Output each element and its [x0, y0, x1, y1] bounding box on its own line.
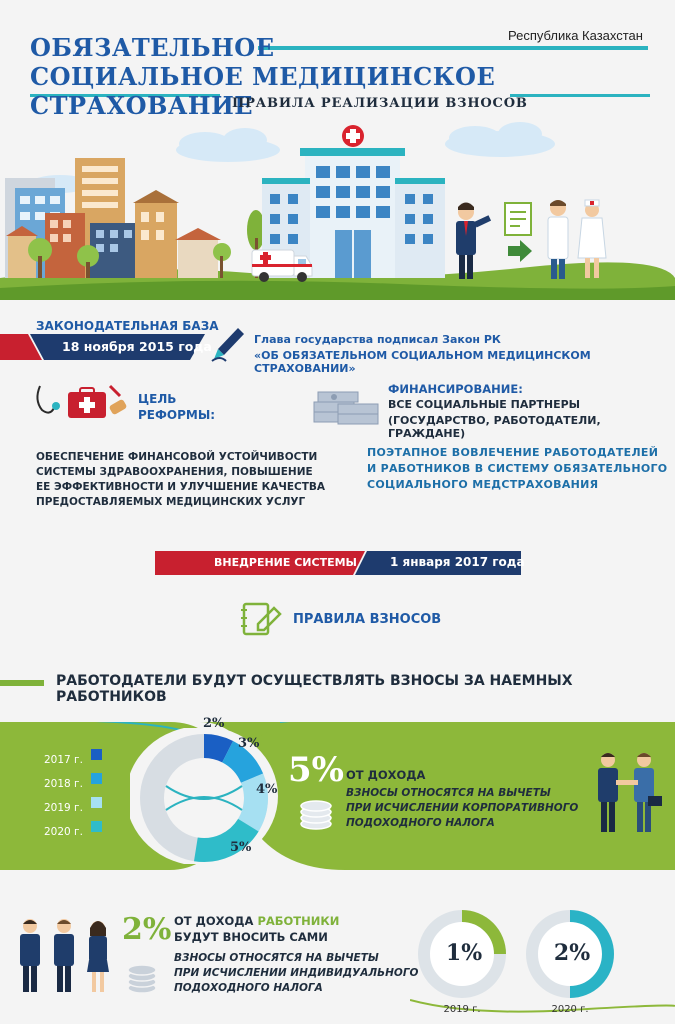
- pct-label-4: 4%: [256, 782, 278, 797]
- employee-line2: БУДУТ ВНОСИТЬ САМИ: [174, 930, 328, 944]
- page-subtitle: ПРАВИЛА РЕАЛИЗАЦИИ ВЗНОСОВ: [232, 96, 528, 111]
- ring-2020-pct: 2%: [553, 940, 591, 966]
- page-title-line1: ОБЯЗАТЕЛЬНОЕ: [30, 33, 275, 62]
- legend-year: 2020 г.: [44, 826, 83, 838]
- employee-line1-text: ОТ ДОХОДА: [174, 914, 258, 928]
- legend-item: [44, 820, 114, 839]
- employer-note-line: ПОДОХОДНОГО НАЛОГА: [346, 817, 495, 829]
- financing-line1: ВСЕ СОЦИАЛЬНЫЕ ПАРТНЕРЫ: [388, 398, 581, 411]
- rules-title: ПРАВИЛА ВЗНОСОВ: [293, 612, 442, 627]
- legend-year: 2018 г.: [44, 778, 83, 790]
- implementation-date: 1 января 2017 года: [390, 555, 525, 569]
- employees-group-icon: [14, 916, 114, 994]
- legend-item: [44, 772, 114, 791]
- goal-text: [36, 450, 325, 510]
- implementation-label: ВНЕДРЕНИЕ СИСТЕМЫ: [214, 556, 357, 569]
- notebook-pen-icon: [240, 600, 284, 638]
- employer-note-line: ВЗНОСЫ ОТНОСЯТСЯ НА ВЫЧЕТЫ: [346, 787, 551, 799]
- goal-text-line: СИСТЕМЫ ЗДРАВООХРАНЕНИЯ, ПОВЫШЕНИЕ: [36, 466, 313, 478]
- employee-note-line: ВЗНОСЫ ОТНОСЯТСЯ НА ВЫЧЕТЫ: [174, 952, 379, 964]
- involvement-text: [367, 445, 667, 493]
- ring-2020-year: 2020 г.: [551, 1004, 589, 1015]
- country-label: Республика Казахстан: [508, 28, 643, 43]
- legal-base-label: ЗАКОНОДАТЕЛЬНАЯ БАЗА: [36, 319, 219, 333]
- pct-label-5: 5%: [230, 840, 252, 855]
- financing-line2: (ГОСУДАРСТВО, РАБОТОДАТЕЛИ, ГРАЖДАНЕ): [388, 414, 601, 440]
- employer-big-pct: 5%: [288, 750, 344, 790]
- employee-line1: [174, 914, 339, 928]
- goal-title-line2: РЕФОРМЫ:: [138, 408, 216, 422]
- pct-label-2: 2%: [203, 716, 225, 731]
- header: [0, 0, 675, 300]
- employer-from-income: ОТ ДОХОДА: [346, 768, 426, 782]
- header-top-line: [258, 46, 648, 50]
- employee-line1-highlight: РАБОТНИКИ: [257, 914, 340, 928]
- employee-note-line: ПРИ ИСЧИСЛЕНИИ ИНДИВИДУАЛЬНОГО: [174, 967, 419, 979]
- employers-heading: РАБОТОДАТЕЛИ БУДУТ ОСУЩЕСТВЛЯТЬ ВЗНОСЫ ЗА НАЕМНЫХ РАБОТНИКОВ: [56, 673, 573, 705]
- businessmen-handshake-icon: [592, 748, 664, 836]
- goal-text-line: ЕЕ ЭФФЕКТИВНОСТИ И УЛУЧШЕНИЕ КАЧЕСТВА: [36, 481, 326, 493]
- donut-slice-2017 г.: [204, 746, 228, 752]
- coins-icon-employees: [124, 958, 160, 994]
- employee-figure: [20, 919, 40, 992]
- law-line1: Глава государства подписал Закон РК: [254, 333, 501, 346]
- ring-2019-pct: 1%: [445, 940, 483, 966]
- coins-icon: [296, 796, 336, 830]
- employee-big-pct: 2%: [122, 912, 172, 947]
- goal-title-line1: ЦЕЛЬ: [138, 392, 177, 406]
- page-title-line2: СОЦИАЛЬНОЕ МЕДИЦИНСКОЕ СТРАХОВАНИЕ: [30, 62, 496, 120]
- legend-year: 2017 г.: [44, 754, 83, 766]
- involvement-line: ПОЭТАПНОЕ ВОВЛЕЧЕНИЕ РАБОТОДАТЕЛЕЙ: [367, 446, 659, 459]
- employer-note: [346, 786, 578, 831]
- employee-note-line: ПОДОХОДНОГО НАЛОГА: [174, 982, 323, 994]
- legend-year: 2019 г.: [44, 802, 83, 814]
- legend-swatch: [91, 749, 102, 760]
- ring-2019-year: 2019 г.: [443, 1004, 481, 1015]
- donut-slice-2019 г.: [248, 778, 256, 825]
- goal-text-line: ПРЕДОСТАВЛЯЕМЫХ МЕДИЦИНСКИХ УСЛУГ: [36, 496, 306, 508]
- goal-text-line: ОБЕСПЕЧЕНИЕ ФИНАНСОВОЙ УСТОЙЧИВОСТИ: [36, 451, 318, 463]
- pen-icon: [210, 325, 246, 365]
- legend-swatch: [91, 821, 102, 832]
- financing-title: ФИНАНСИРОВАНИЕ:: [388, 382, 523, 396]
- employee-note: [174, 951, 418, 996]
- legend-item: [44, 796, 114, 815]
- employers-heading-bar: [0, 680, 44, 686]
- involvement-line: СОЦИАЛЬНОГО МЕДСТРАХОВАНИЯ: [367, 478, 599, 491]
- legend-swatch: [91, 797, 102, 808]
- involvement-line: И РАБОТНИКОВ В СИСТЕМУ ОБЯЗАТЕЛЬНОГО: [367, 462, 668, 475]
- money-stack-icon: [312, 384, 380, 428]
- pct-label-3: 3%: [238, 736, 260, 751]
- medical-kit-icon: [32, 380, 132, 424]
- employer-note-line: ПРИ ИСЧИСЛЕНИИ КОРПОРАТИВНОГО: [346, 802, 579, 814]
- legal-base-date: 18 ноября 2015 года: [62, 339, 212, 354]
- law-line2: «ОБ ОБЯЗАТЕЛЬНОМ СОЦИАЛЬНОМ МЕДИЦИНСКОМ СТРАХОВАНИИ»: [254, 349, 591, 375]
- legend-swatch: [91, 773, 102, 784]
- legend-item: [44, 748, 114, 767]
- city-hospital-illustration: [0, 118, 675, 300]
